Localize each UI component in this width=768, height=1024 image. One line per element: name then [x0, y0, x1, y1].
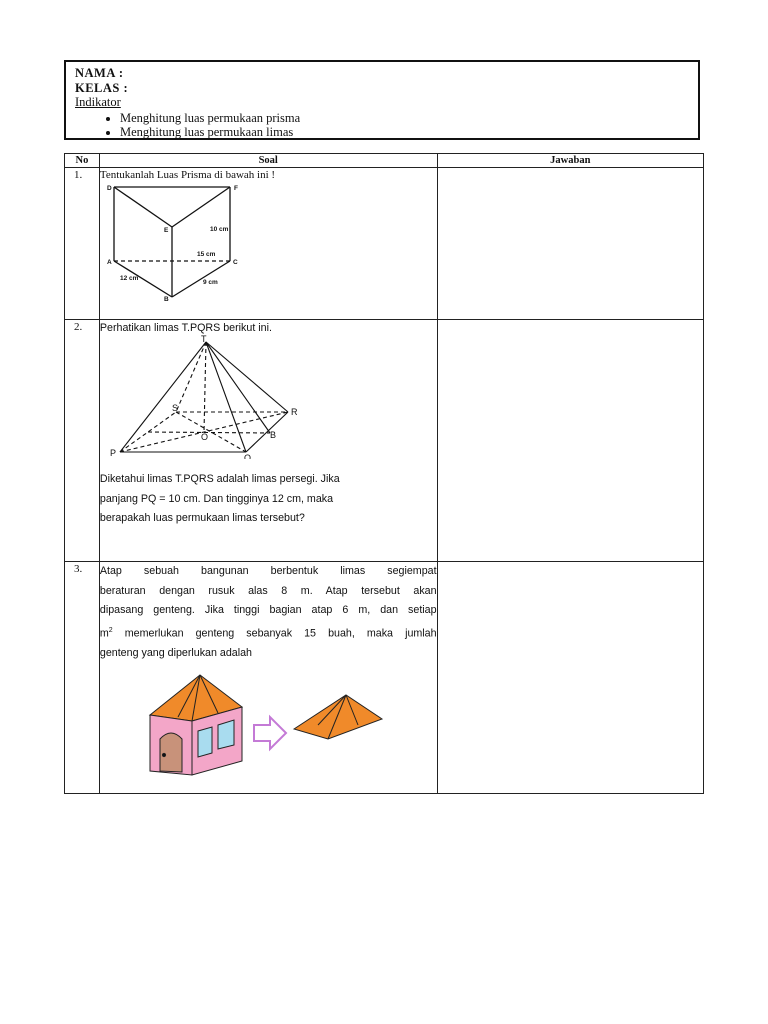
question-cell: [99, 562, 437, 794]
answer-cell[interactable]: [437, 168, 703, 320]
label-f: F: [233, 185, 238, 192]
label-15cm: 15 cm: [196, 251, 216, 258]
label-9cm: 9 cm: [202, 279, 218, 286]
header-jawaban: Jawaban: [437, 154, 703, 168]
table-row: [65, 562, 704, 794]
indikator-item: • Menghitung luas permukaan limas: [120, 125, 698, 140]
paragraph-line: dipasang genteng. Jika tinggi bagian atap 6 m, dan setiap: [99, 604, 437, 616]
question-paragraph: [100, 562, 437, 663]
label-s: S: [171, 403, 178, 413]
question-cell: [99, 320, 437, 562]
paragraph-line: berapakah luas permukaan limas tersebut?: [99, 512, 305, 524]
label-e: E: [163, 227, 169, 234]
unit-m: m: [99, 627, 109, 640]
student-info-box: [64, 60, 700, 140]
paragraph-line: beraturan dengan rusuk alas 8 m. Atap tersebut akan: [99, 584, 437, 597]
table-header-row: [65, 154, 704, 168]
indikator-list: [75, 111, 698, 140]
paragraph-line: [100, 621, 437, 644]
paragraph-line: genteng yang diperlukan adalah: [99, 646, 252, 659]
nama-label: NAMA :: [75, 66, 124, 80]
label-c: C: [232, 259, 238, 266]
question-text: Tentukanlah Luas Prisma di bawah ini !: [99, 169, 276, 181]
answer-cell[interactable]: [437, 320, 703, 562]
indikator-item: • Menghitung luas permukaan prisma: [120, 111, 698, 126]
paragraph-line: Diketahui limas T.PQRS adalah limas persegi. Jika: [99, 473, 340, 485]
worksheet-table: [64, 153, 704, 794]
superscript-2: 2: [108, 626, 113, 634]
label-d: D: [106, 185, 112, 192]
header-no: No: [65, 154, 100, 168]
question-number: 2.: [65, 320, 100, 562]
label-r: R: [290, 407, 298, 417]
house-roof-illustration: [142, 673, 392, 785]
house-icon: [150, 675, 242, 775]
label-o: O: [200, 432, 208, 442]
header-soal: Soal: [99, 154, 437, 168]
roof-pyramid-icon: [294, 695, 382, 739]
answer-cell[interactable]: [437, 562, 703, 794]
table-row: [65, 168, 704, 320]
question-cell: [99, 168, 437, 320]
label-b: B: [163, 296, 169, 301]
label-b: B: [269, 430, 276, 440]
question-number: 3.: [65, 562, 100, 794]
paragraph-text: memerlukan genteng sebanyak 15 buah, maka jumlah: [112, 627, 437, 640]
pyramid-figure: [100, 334, 310, 459]
arrow-right-icon: [254, 717, 286, 749]
label-t: T: [200, 334, 207, 344]
kelas-label: KELAS :: [75, 80, 129, 95]
label-12cm: 12 cm: [119, 275, 139, 282]
indikator-heading: Indikator: [75, 95, 121, 109]
table-row: [65, 320, 704, 562]
paragraph-line: Atap sebuah bangunan berbentuk limas segiempat: [99, 565, 437, 577]
label-a: A: [106, 259, 112, 266]
question-paragraph: [100, 470, 437, 529]
question-text: Perhatikan limas T.PQRS berikut ini.: [99, 322, 272, 334]
label-10cm: 10 cm: [209, 226, 229, 233]
paragraph-line: panjang PQ = 10 cm. Dan tingginya 12 cm, maka: [99, 492, 334, 505]
label-q: Q: [243, 453, 251, 459]
question-number: 1.: [65, 168, 100, 320]
label-p: P: [109, 448, 116, 458]
prism-figure: [100, 181, 250, 301]
